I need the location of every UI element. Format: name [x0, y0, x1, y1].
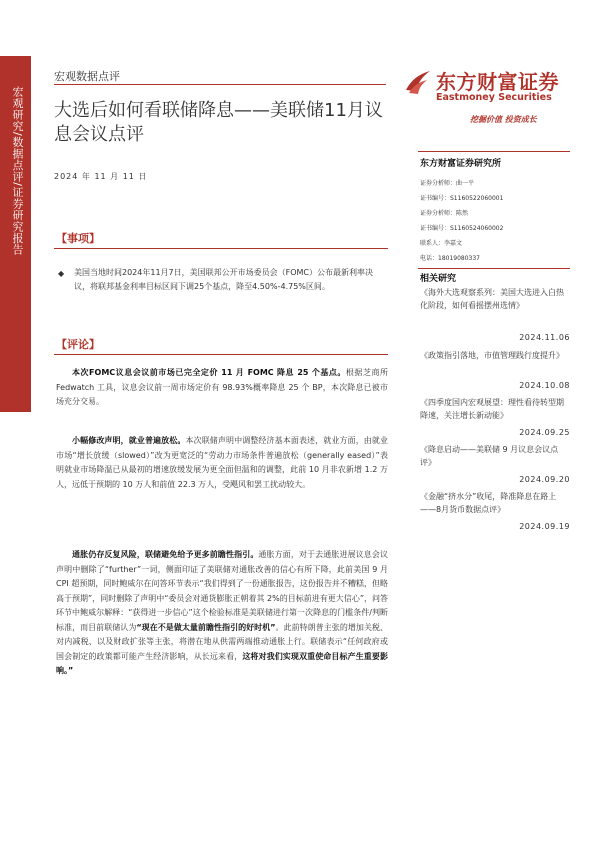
related-item-title[interactable]: 《海外大选观察系列：美国大选进入白热化阶段，如何看摇摆州选情》 [420, 288, 564, 310]
related-item-date: 2024.09.20 [519, 475, 570, 484]
paragraph-lead: 通胀仍存反复风险，联储避免给予更多前瞻性指引。 [72, 550, 259, 559]
paragraph-lead: 本次FOMC议息会议前市场已完全定价 11 月 FOMC 降息 25 个基点。 [72, 368, 346, 377]
paragraph-emphasis: “现在不是做太量前瞻性指引的好时机” [136, 622, 276, 632]
paragraph-body: 本次联储声明中调整经济基本面表述，就业方面，由就业市场“增长放缓（slowed）”改为更宽泛的“劳动力市场条件普遍放松（generally eased）”表明就业市场降温已从最初的增速放缓发展为更全面但温和的调整，此前 10 月非农新增 1.2 万人，远低于预期的 10 万人和前值 22.3 万人，受飓风和罢工扰动较大。 [56, 436, 389, 489]
section-divider [54, 248, 388, 249]
report-category: 宏观数据点评 [54, 70, 120, 83]
brand-name-cn: 东方财富证券 [436, 70, 559, 94]
right-panel-divider [418, 151, 570, 152]
section-heading-comment: 【评论】 [56, 338, 100, 351]
comment-paragraph-2 [56, 434, 388, 492]
related-item-date: 2024.10.08 [519, 381, 570, 390]
related-item-date: 2024.09.25 [519, 428, 570, 437]
comment-paragraph-1 [56, 366, 388, 410]
related-item-date: 2024.09.19 [519, 522, 570, 531]
contact-phone: 电话：18019080337 [420, 255, 480, 262]
paragraph-body: 通胀方面，对于去通胀进展议息会议声明中删除了“further”一词，侧面印证了美联储对通胀改善的信心有所下降，此前美国 9 月 CPI 超预期，同时鲍威尔在问答环节表示“我们得到了一份通胀报告，这份报告并不糟糕，但略高于预期”，同时删除了声明中“委员会对通货膨胀正朝着其 2%的目标前进有更大信心”，问答环节中鲍威尔解释：“获得进一步信心”这个检验标准是美联储进行第一次降息的门槛条件/判断标准，而目前联储认为 [56, 550, 388, 632]
cert-2: 证书编号：S1160524060002 [420, 225, 504, 232]
related-item-title[interactable]: 《降息启动——美联储 9 月议息会议点评》 [420, 445, 559, 467]
paragraph-body: 。此前特朗普主张的增加关税、对内减税、以及财政扩张等主张，将潜在地从供需两端推动通胀上行。联储表示“任何政府或国会制定的政策都可能产生经济影响，从长远来看， [56, 622, 389, 661]
diamond-bullet-icon: ◆ [58, 269, 65, 278]
report-date: 2024 年 11 月 11 日 [54, 172, 148, 181]
brand-logo [403, 64, 563, 104]
paragraph-lead: 小幅修改声明，就业普遍放松。 [72, 436, 186, 445]
related-research-heading: 相关研究 [420, 274, 457, 284]
comment-paragraph-3 [56, 548, 388, 679]
side-label: 宏观研究/数据点评/证券研究报告 [11, 86, 24, 256]
related-item-date: 2024.11.06 [519, 333, 570, 342]
section-heading-matter: 【事项】 [56, 232, 100, 245]
contact-person: 联系人：李嘉文 [420, 240, 463, 247]
analyst-1: 证券分析师：曲一平 [420, 180, 475, 187]
related-item-title[interactable]: 《四季度国内宏观展望：理性看待转型期降速，关注增长新动能》 [420, 398, 564, 420]
matter-text: 美国当地时间2024年11月7日，美国联邦公开市场委员会（FOMC）公布最新利率决议，将联邦基金利率目标区间下调25个基点，降至4.50%-4.75%区间。 [74, 268, 374, 291]
paragraph-emphasis: 这将对我们实现双重使命目标产生重要影响。” [56, 651, 389, 675]
related-item-title[interactable]: 《政策指引落地，市值管理践行度提升》 [420, 351, 564, 360]
related-item-title[interactable]: 《金融“挤水分”收尾，降准降息在路上——8月货币数据点评》 [420, 492, 557, 514]
analyst-2: 证券分析师：陈然 [420, 210, 469, 217]
related-divider [418, 268, 570, 269]
brand-name-en: Eastmoney Securities [436, 92, 552, 103]
section-divider [54, 354, 388, 355]
side-bar [0, 0, 31, 842]
cert-1: 证书编号：S1160522060001 [420, 195, 504, 202]
brand-slogan: 挖掘价值 投资成长 [470, 115, 537, 124]
logo-mark-icon [403, 66, 433, 96]
page-title: 大选后如何看联储降息——美联储11月议息会议点评 [54, 100, 383, 145]
institute-name: 东方财富证券研究所 [420, 159, 502, 169]
paragraph-body: 根据芝商所 Fedwatch 工具，议息会议前一周市场定价有 98.93%概率降息 25 个 BP，本次降息已被市场充分交易。 [56, 368, 389, 406]
header-divider [54, 84, 386, 85]
